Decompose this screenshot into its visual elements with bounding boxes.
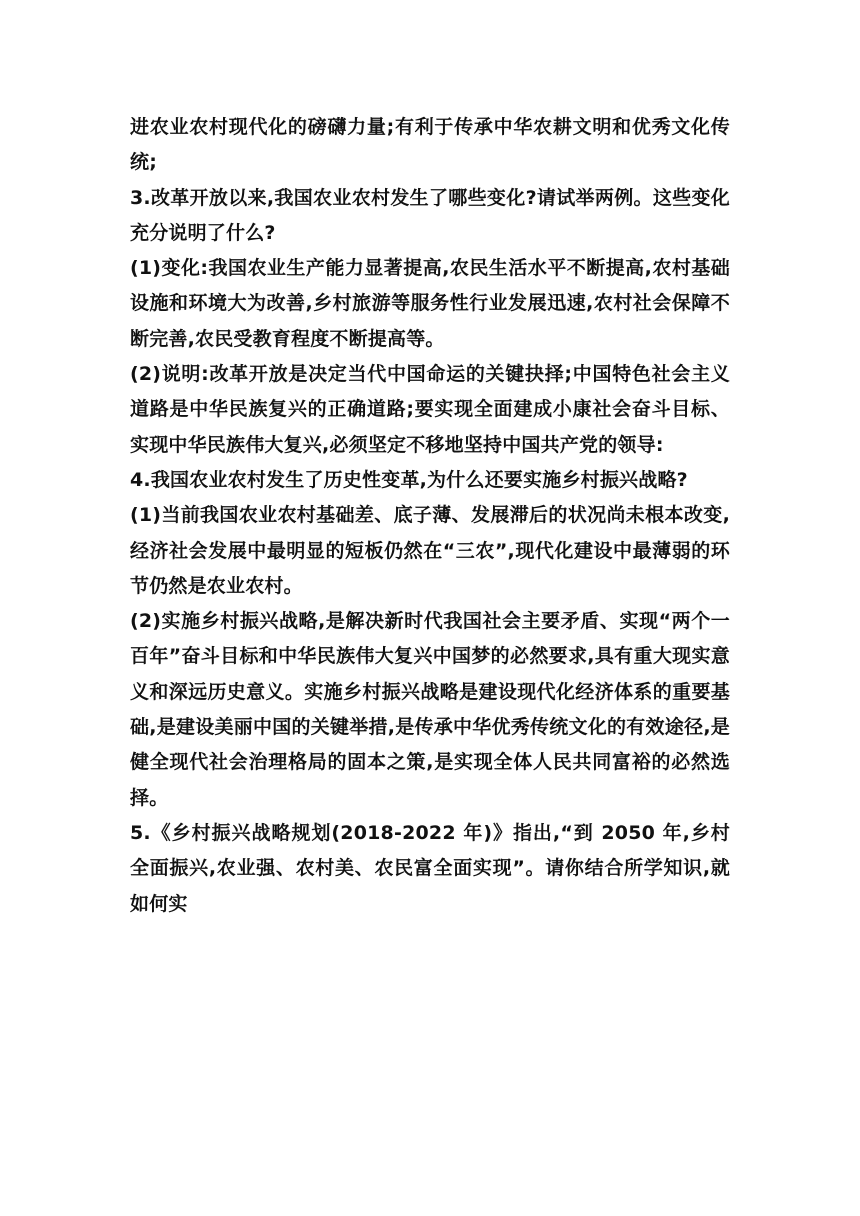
question-5: 5.《乡村振兴战略规划(2018-2022 年)》指出,“到 2050 年,乡村全面振兴,农业强、农村美、农民富全面实现”。请你结合所学知识,就如何实 (130, 821, 730, 915)
answer-3-2: (2)说明:改革开放是决定当代中国命运的关键抉择;中国特色社会主义道路是中华民族复兴的正确道路;要实现全面建成小康社会奋斗目标、实现中华民族伟大复兴,必须坚定不移地坚持中国共产党的领导: (130, 363, 730, 456)
document-body (130, 110, 730, 922)
answer-4-2: (2)实施乡村振兴战略,是解决新时代我国社会主要矛盾、实现“两个一百年”奋斗目标和中华民族伟大复兴中国梦的必然要求,具有重大现实意义和深远历史意义。实施乡村振兴战略是建设现代化经济体系的重要基础,是建设美丽中国的关键举措,是传承中华优秀传统文化的有效途径,是健全现代社会治理格局的固本之策,是实现全体人民共同富裕的必然选择。 (130, 610, 730, 809)
answer-4-1: (1)当前我国农业农村基础差、底子薄、发展滞后的状况尚未根本改变,经济社会发展中最明显的短板仍然在“三农”,现代化建设中最薄弱的环节仍然是农业农村。 (130, 504, 730, 597)
question-3: 3.改革开放以来,我国农业农村发生了哪些变化?请试举两例。这些变化充分说明了什么? (130, 186, 730, 244)
answer-3-1: (1)变化:我国农业生产能力显著提高,农民生活水平不断提高,农村基础设施和环境大为改善,乡村旅游等服务性行业发展迅速,农村社会保障不断完善,农民受教育程度不断提高等。 (130, 257, 730, 350)
paragraph-continuation: 进农业农村现代化的磅礴力量;有利于传承中华农耕文明和优秀文化传统; (130, 116, 730, 174)
question-4: 4.我国农业农村发生了历史性变革,为什么还要实施乡村振兴战略? (130, 468, 688, 491)
